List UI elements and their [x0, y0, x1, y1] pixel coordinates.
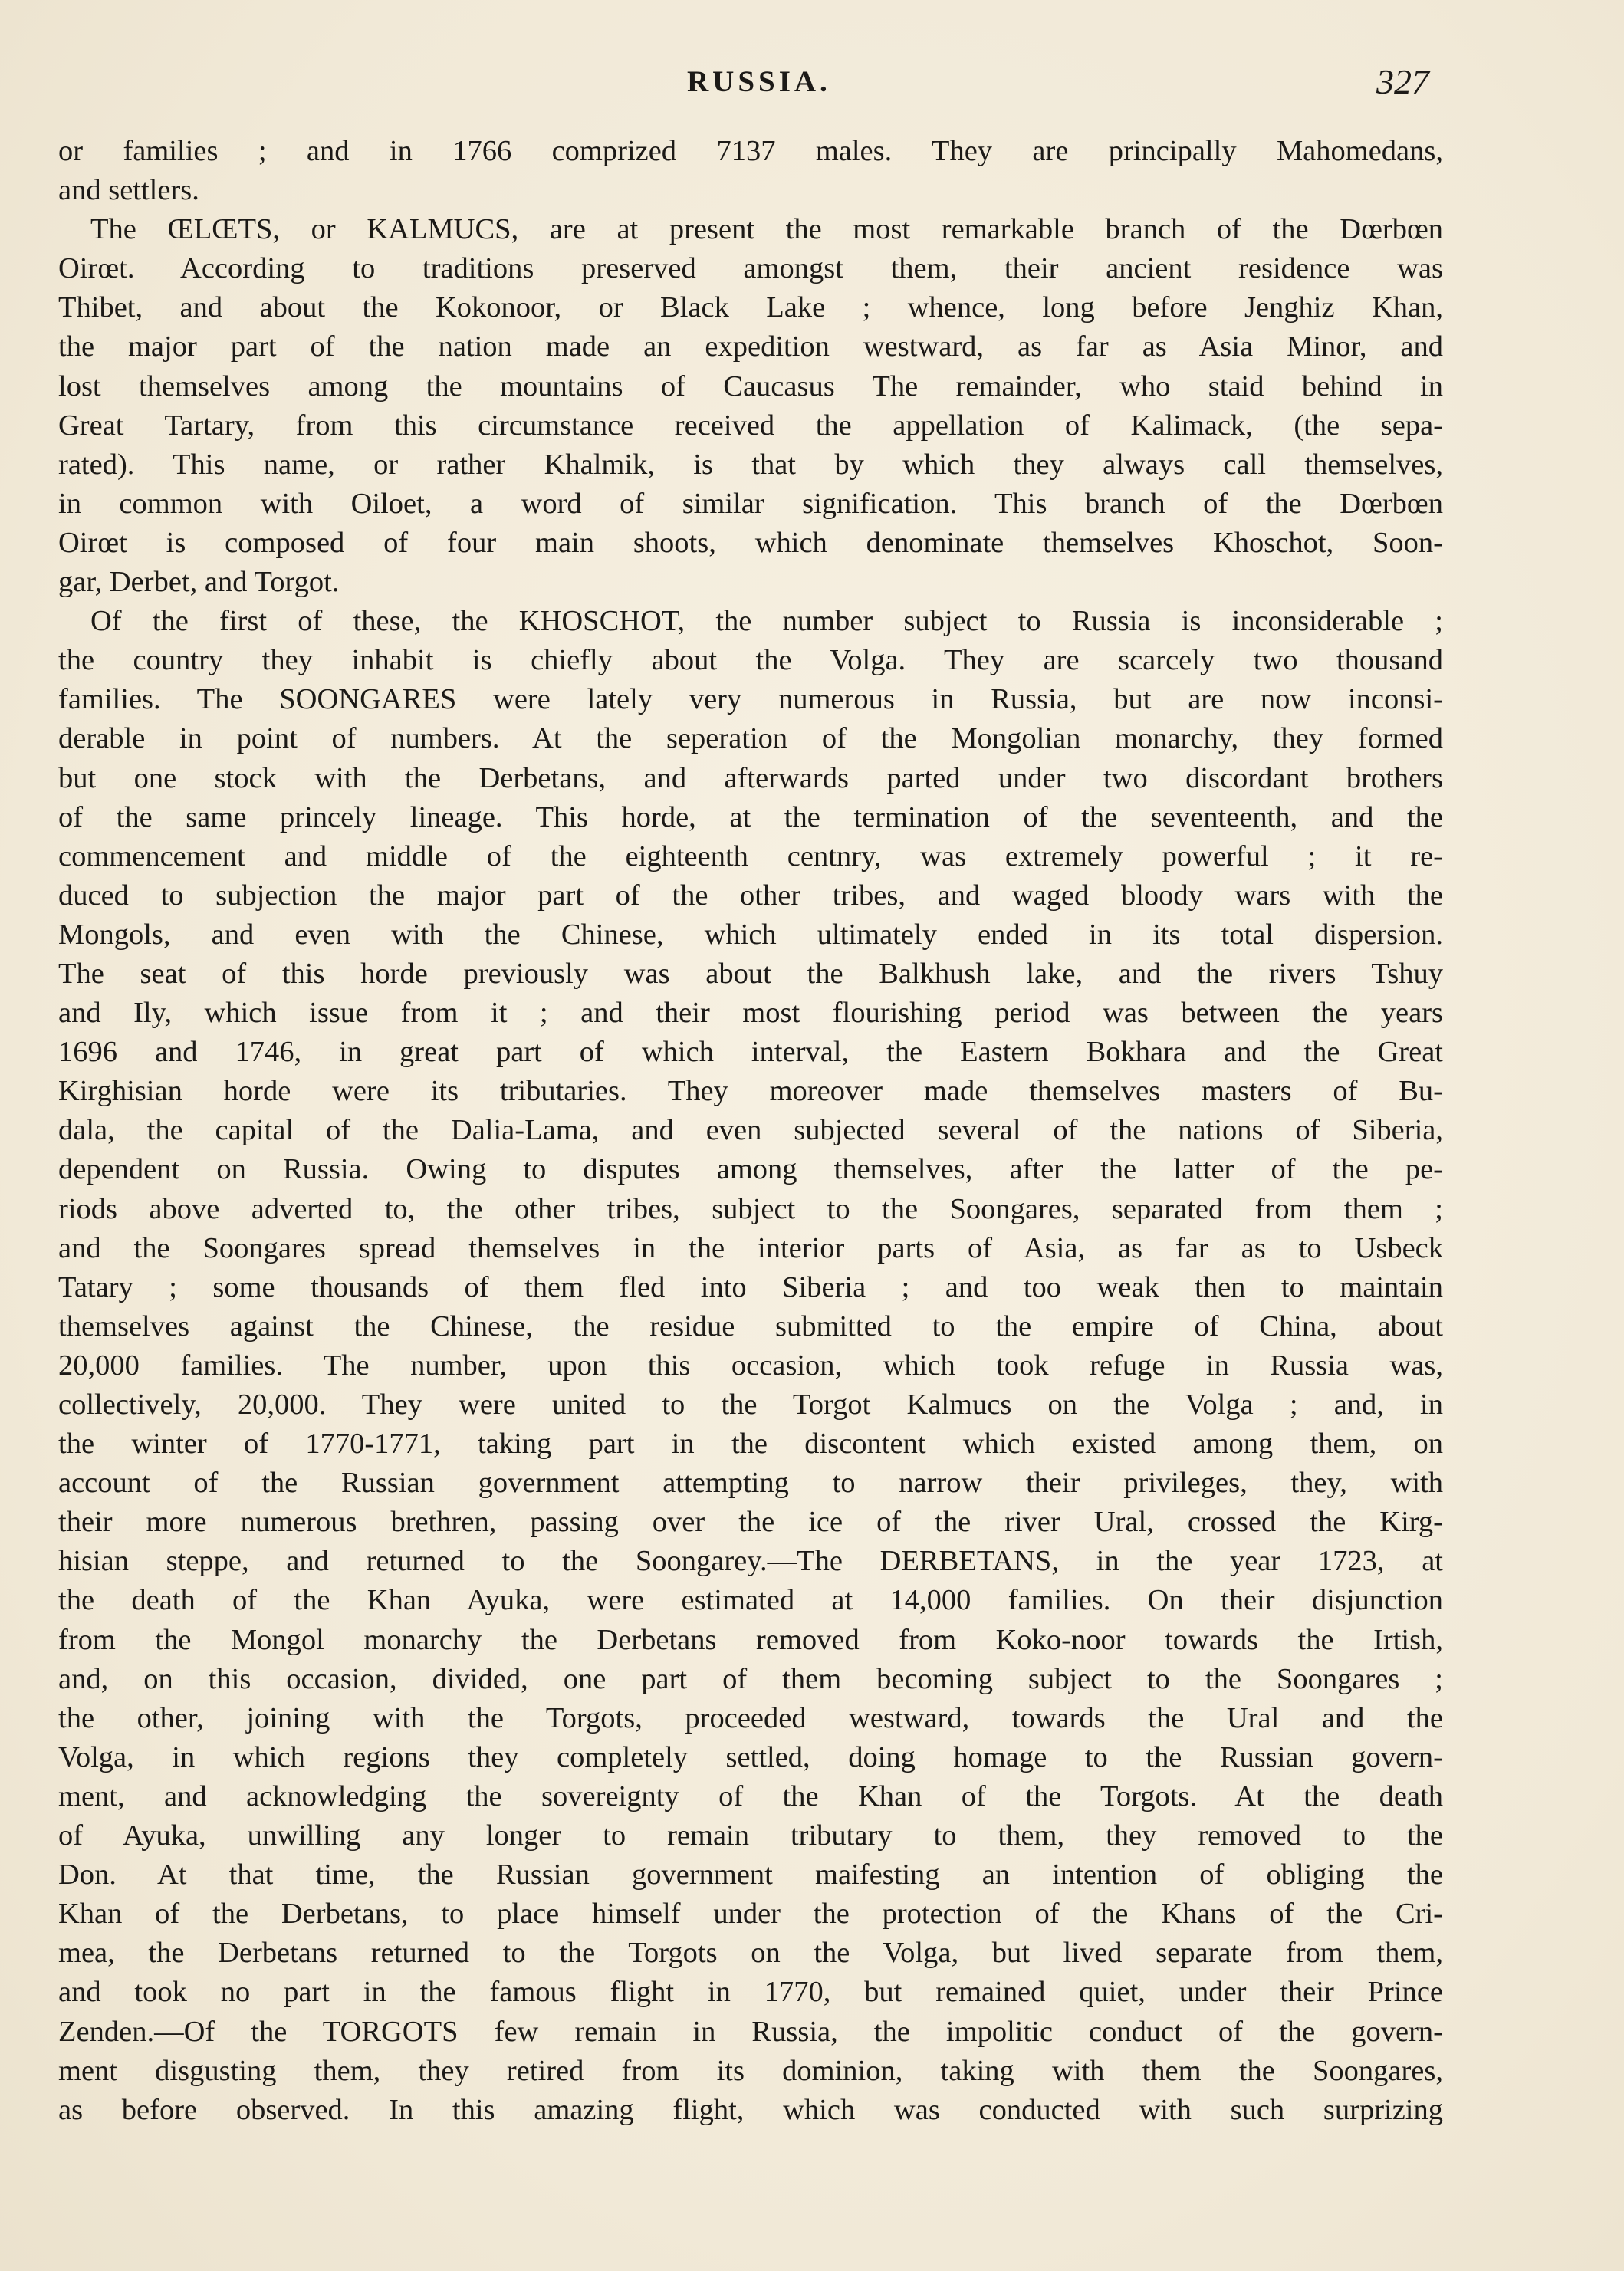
- text-line: 20,000 families. The number, upon this occasion, which took refuge in Russia was,: [58, 1349, 1443, 1382]
- text-line: and Ily, which issue from it ; and their most flourishing period was between the years: [58, 997, 1443, 1030]
- text-line: Great Tartary, from this circumstance received the appellation of Kalimack, (the sepa-: [58, 409, 1443, 442]
- text-line: the death of the Khan Ayuka, were estimated at 14,000 families. On their disjunction: [58, 1584, 1443, 1617]
- text-line: duced to subjection the major part of the other tribes, and waged bloody wars with the: [58, 879, 1443, 912]
- text-body: [58, 132, 1443, 2130]
- text-line: or families ; and in 1766 comprized 7137 males. They are principally Mahomedans,: [58, 135, 1443, 167]
- text-line: ment disgusting them, they retired from its dominion, taking with them the Soongares,: [58, 2054, 1443, 2087]
- text-line: and the Soongares spread themselves in the interior parts of Asia, as far as to Usbeck: [58, 1231, 1443, 1264]
- text-line: dependent on Russia. Owing to disputes among themselves, after the latter of the pe-: [58, 1153, 1443, 1186]
- text-line: Oirœt is composed of four main shoots, which denominate themselves Khoschot, Soon-: [58, 526, 1443, 559]
- text-line: of Ayuka, unwilling any longer to remain tributary to them, they removed to the: [58, 1819, 1443, 1852]
- text-line: collectively, 20,000. They were united to the Torgot Kalmucs on the Volga ; and, in: [58, 1389, 1443, 1421]
- text-line: the winter of 1770-1771, taking part in the discontent which existed among them, on: [58, 1428, 1443, 1461]
- text-line: Thibet, and about the Kokonoor, or Black Lake ; whence, long before Jenghiz Khan,: [58, 291, 1443, 324]
- text-line: rated). This name, or rather Khalmik, is that by which they always call themselves,: [58, 448, 1443, 481]
- text-line: mea, the Derbetans returned to the Torgots on the Volga, but lived separate from them,: [58, 1937, 1443, 1970]
- text-line: Of the first of these, the KHOSCHOT, the number subject to Russia is inconsiderable ;: [90, 605, 1443, 638]
- text-line: and, on this occasion, divided, one part of them becoming subject to the Soongares ;: [58, 1662, 1443, 1695]
- text-line: and settlers.: [58, 174, 199, 207]
- text-line: Mongols, and even with the Chinese, which ultimately ended in its total dispersion.: [58, 918, 1443, 951]
- text-line: dala, the capital of the Dalia-Lama, and even subjected several of the nations of Siberia,: [58, 1114, 1443, 1147]
- running-title: RUSSIA.: [687, 65, 831, 98]
- text-line: Volga, in which regions they completely settled, doing homage to the Russian govern-: [58, 1740, 1443, 1773]
- text-line: but one stock with the Derbetans, and afterwards parted under two discordant brothers: [58, 761, 1443, 794]
- text-line: hisian steppe, and returned to the Soongarey.—The DERBETANS, in the year 1723, at: [58, 1545, 1443, 1578]
- text-line: The seat of this horde previously was about the Balkhush lake, and the rivers Tshuy: [58, 957, 1443, 990]
- text-line: riods above adverted to, the other tribes, subject to the Soongares, separated from them ;: [58, 1192, 1443, 1225]
- text-line: Tatary ; some thousands of them fled into Siberia ; and too weak then to maintain: [58, 1270, 1443, 1303]
- text-line: The ŒLŒTS, or KALMUCS, are at present the most remarkable branch of the Dœrbœn: [90, 213, 1443, 246]
- text-line: derable in point of numbers. At the seperation of the Mongolian monarchy, they formed: [58, 722, 1443, 755]
- text-line: in common with Oiloet, a word of similar signification. This branch of the Dœrbœn: [58, 487, 1443, 520]
- text-line: the major part of the nation made an expedition westward, as far as Asia Minor, and: [58, 330, 1443, 363]
- text-line: as before observed. In this amazing flight, which was conducted with such surprizing: [58, 2093, 1443, 2126]
- text-line: 1696 and 1746, in great part of which interval, the Eastern Bokhara and the Great: [58, 1036, 1443, 1069]
- text-line: Zenden.—Of the TORGOTS few remain in Russia, the impolitic conduct of the govern-: [58, 2015, 1443, 2048]
- page-number: 327: [1376, 62, 1429, 101]
- text-line: lost themselves among the mountains of Caucasus The remainder, who staid behind in: [58, 370, 1443, 403]
- text-line: themselves against the Chinese, the residue submitted to the empire of China, about: [58, 1310, 1443, 1343]
- text-line: Don. At that time, the Russian government maifesting an intention of obliging the: [58, 1859, 1443, 1891]
- text-line: the other, joining with the Torgots, proceeded westward, towards the Ural and the: [58, 1701, 1443, 1734]
- text-line: and took no part in the famous flight in 1770, but remained quiet, under their Prince: [58, 1976, 1443, 2009]
- text-line: gar, Derbet, and Torgot.: [58, 566, 340, 599]
- text-line: families. The SOONGARES were lately very numerous in Russia, but are now inconsi-: [58, 683, 1443, 716]
- text-line: from the Mongol monarchy the Derbetans removed from Koko-noor towards the Irtish,: [58, 1623, 1443, 1656]
- text-line: commencement and middle of the eighteenth centnry, was extremely powerful ; it re-: [58, 840, 1443, 873]
- text-line: Khan of the Derbetans, to place himself under the protection of the Khans of the Cri-: [58, 1898, 1443, 1931]
- running-head: [0, 64, 1624, 110]
- text-line: Kirghisian horde were its tributaries. They moreover made themselves masters of Bu-: [58, 1075, 1443, 1108]
- text-line: of the same princely lineage. This horde, at the termination of the seventeenth, and the: [58, 800, 1443, 833]
- text-line: Oirœt. According to traditions preserved amongst them, their ancient residence was: [58, 252, 1443, 285]
- text-line: their more numerous brethren, passing over the ice of the river Ural, crossed the Kirg-: [58, 1506, 1443, 1539]
- text-line: the country they inhabit is chiefly about the Volga. They are scarcely two thousand: [58, 644, 1443, 677]
- text-line: ment, and acknowledging the sovereignty of the Khan of the Torgots. At the death: [58, 1780, 1443, 1813]
- text-line: account of the Russian government attempting to narrow their privileges, they, with: [58, 1467, 1443, 1500]
